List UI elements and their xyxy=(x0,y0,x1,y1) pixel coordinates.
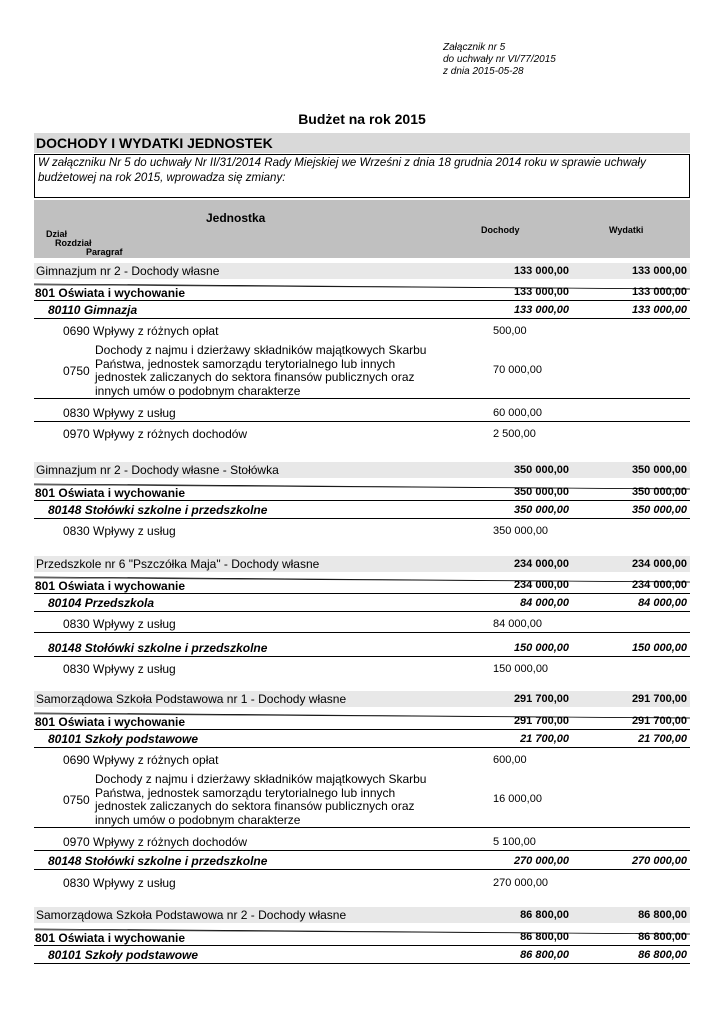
paragraf-label: 0690 Wpływy z różnych opłat xyxy=(63,753,219,767)
dochody-value: 270 000,00 xyxy=(513,855,569,867)
dochody-value: 16 000,00 xyxy=(493,793,542,805)
unit-row xyxy=(34,691,690,707)
unit-row xyxy=(34,462,690,478)
dzial-row xyxy=(34,484,690,501)
paragraf-row xyxy=(34,322,690,339)
dochody-value: 291 700,00 xyxy=(513,715,569,727)
column-unit: Jednostka xyxy=(206,211,266,225)
paragraf-row xyxy=(34,773,690,828)
paragraf-description: Dochody z najmu i dzierżawy składników majątkowych Skarbu Państwa, jednostek samorządu terytorialnego lub innych jednostek zaliczanych do sektora finansów publicznych oraz innych umów o podobnym charakterze xyxy=(95,343,427,398)
unit-label: Gimnazjum nr 2 - Dochody własne - Stołówka xyxy=(36,463,279,477)
dochody-value: 133 000,00 xyxy=(513,304,569,316)
unit-label: Samorządowa Szkoła Podstawowa nr 1 - Dochody własne xyxy=(36,692,347,706)
wydatki-value: 234 000,00 xyxy=(631,558,687,570)
dochody-value: 2 500,00 xyxy=(493,428,536,440)
annex-resolution: do uchwały nr VI/77/2015 xyxy=(443,54,556,65)
dzial-label: 801 Oświata i wychowanie xyxy=(35,579,186,593)
paragraf-code: 0750 xyxy=(63,793,90,807)
paragraf-label: 0970 Wpływy z różnych dochodów xyxy=(63,427,248,441)
paragraf-label: 0830 Wpływy z usług xyxy=(63,524,176,538)
unit-row xyxy=(34,263,690,279)
dochody-value: 21 700,00 xyxy=(520,733,569,745)
dochody-value: 291 700,00 xyxy=(513,693,569,705)
wydatki-value: 133 000,00 xyxy=(631,304,687,316)
dochody-value: 84 000,00 xyxy=(493,618,542,630)
wydatki-value: 350 000,00 xyxy=(631,504,687,516)
paragraf-label: 0830 Wpływy z usług xyxy=(63,617,176,631)
rozdzial-label: 80101 Szkoły podstawowe xyxy=(48,948,199,962)
dochody-value: 500,00 xyxy=(493,325,527,337)
wydatki-value: 21 700,00 xyxy=(638,733,687,745)
unit-row xyxy=(34,556,690,572)
dochody-value: 5 100,00 xyxy=(493,836,536,848)
wydatki-value: 291 700,00 xyxy=(631,693,687,705)
dochody-value: 234 000,00 xyxy=(513,558,569,570)
wydatki-value: 150 000,00 xyxy=(631,642,687,654)
column-dzial: Dział xyxy=(46,229,68,239)
dzial-row xyxy=(34,929,690,946)
wydatki-value: 270 000,00 xyxy=(631,855,687,867)
paragraf-row xyxy=(34,522,690,539)
paragraf-row xyxy=(34,404,690,422)
paragraf-row xyxy=(34,425,690,442)
dochody-value: 150 000,00 xyxy=(493,663,549,675)
paragraf-code: 0750 xyxy=(63,364,90,378)
dochody-value: 86 800,00 xyxy=(520,931,569,943)
dochody-value: 350 000,00 xyxy=(513,464,569,476)
dochody-value: 86 800,00 xyxy=(520,909,569,921)
paragraf-row xyxy=(34,751,690,768)
paragraf-label: 0830 Wpływy z usług xyxy=(63,876,176,890)
column-dochody: Dochody xyxy=(481,225,520,235)
dzial-label: 801 Oświata i wychowanie xyxy=(35,715,186,729)
rozdzial-label: 80148 Stołówki szkolne i przedszkolne xyxy=(48,503,268,517)
paragraf-label: 0970 Wpływy z różnych dochodów xyxy=(63,835,248,849)
paragraf-row xyxy=(34,874,690,891)
dochody-value: 86 800,00 xyxy=(520,949,569,961)
rozdzial-label: 80148 Stołówki szkolne i przedszkolne xyxy=(48,641,268,655)
column-header xyxy=(34,200,690,258)
wydatki-value: 86 800,00 xyxy=(638,949,687,961)
dochody-value: 270 000,00 xyxy=(493,877,549,889)
wydatki-value: 133 000,00 xyxy=(631,286,687,298)
dochody-value: 60 000,00 xyxy=(493,407,542,419)
dzial-label: 801 Oświata i wychowanie xyxy=(35,486,186,500)
rozdzial-row xyxy=(34,302,690,319)
wydatki-value: 133 000,00 xyxy=(631,265,687,277)
unit-label: Gimnazjum nr 2 - Dochody własne xyxy=(36,264,220,278)
column-rozdzial: Rozdział xyxy=(55,238,92,248)
dzial-label: 801 Oświata i wychowanie xyxy=(35,286,186,300)
document-title: Budżet na rok 2015 xyxy=(298,111,426,127)
paragraf-row xyxy=(34,660,690,677)
intro-text: W załączniku Nr 5 do uchwały Nr II/31/2014 Rady Miejskiej we Wrześni z dnia 18 grudnia 2014 roku w sprawie uchwały budżetowej na rok 2015, wprowadza się zmiany: xyxy=(34,154,690,198)
rozdzial-label: 80110 Gimnazja xyxy=(48,303,138,317)
section-title: DOCHODY I WYDATKI JEDNOSTEK xyxy=(34,133,690,153)
column-wydatki: Wydatki xyxy=(609,225,644,235)
wydatki-value: 350 000,00 xyxy=(631,464,687,476)
wydatki-value: 350 000,00 xyxy=(631,486,687,498)
paragraf-row xyxy=(34,833,690,851)
dzial-row xyxy=(34,577,690,594)
dochody-value: 350 000,00 xyxy=(513,504,569,516)
annex-date: z dnia 2015-05-28 xyxy=(443,66,524,77)
dochody-value: 133 000,00 xyxy=(513,265,569,277)
wydatki-value: 86 800,00 xyxy=(638,909,687,921)
wydatki-value: 84 000,00 xyxy=(638,597,687,609)
rozdzial-row xyxy=(34,853,690,870)
rozdzial-row xyxy=(34,731,690,748)
column-paragraf: Paragraf xyxy=(86,247,123,257)
paragraf-row xyxy=(34,615,690,633)
rozdzial-row xyxy=(34,947,690,964)
paragraf-label: 0830 Wpływy z usług xyxy=(63,662,176,676)
rozdzial-label: 80101 Szkoły podstawowe xyxy=(48,732,199,746)
rozdzial-label: 80104 Przedszkola xyxy=(48,596,155,610)
wydatki-value: 86 800,00 xyxy=(638,931,687,943)
rozdzial-label: 80148 Stołówki szkolne i przedszkolne xyxy=(48,854,268,868)
wydatki-value: 234 000,00 xyxy=(631,579,687,591)
dochody-value: 150 000,00 xyxy=(513,642,569,654)
unit-label: Przedszkole nr 6 "Pszczółka Maja" - Dochody własne xyxy=(36,557,320,571)
annex-number: Załącznik nr 5 xyxy=(443,42,506,53)
dzial-row xyxy=(34,284,690,301)
annex-note xyxy=(443,42,556,78)
dochody-value: 84 000,00 xyxy=(520,597,569,609)
unit-label: Samorządowa Szkoła Podstawowa nr 2 - Dochody własne xyxy=(36,908,347,922)
dzial-row xyxy=(34,713,690,730)
dochody-value: 234 000,00 xyxy=(513,579,569,591)
dochody-value: 133 000,00 xyxy=(513,286,569,298)
dochody-value: 350 000,00 xyxy=(513,486,569,498)
rozdzial-row xyxy=(34,502,690,519)
dochody-value: 600,00 xyxy=(493,754,527,766)
dochody-value: 350 000,00 xyxy=(493,525,549,537)
paragraf-description: Dochody z najmu i dzierżawy składników majątkowych Skarbu Państwa, jednostek samorządu terytorialnego lub innych jednostek zaliczanych do sektora finansów publicznych oraz innych umów o podobnym charakterze xyxy=(95,772,427,827)
dochody-value: 70 000,00 xyxy=(493,364,542,376)
paragraf-row xyxy=(34,344,690,399)
rozdzial-row xyxy=(34,640,690,657)
unit-row xyxy=(34,907,690,923)
paragraf-label: 0830 Wpływy z usług xyxy=(63,406,176,420)
rozdzial-row xyxy=(34,595,690,612)
dzial-label: 801 Oświata i wychowanie xyxy=(35,931,186,945)
paragraf-label: 0690 Wpływy z różnych opłat xyxy=(63,324,219,338)
wydatki-value: 291 700,00 xyxy=(631,715,687,727)
